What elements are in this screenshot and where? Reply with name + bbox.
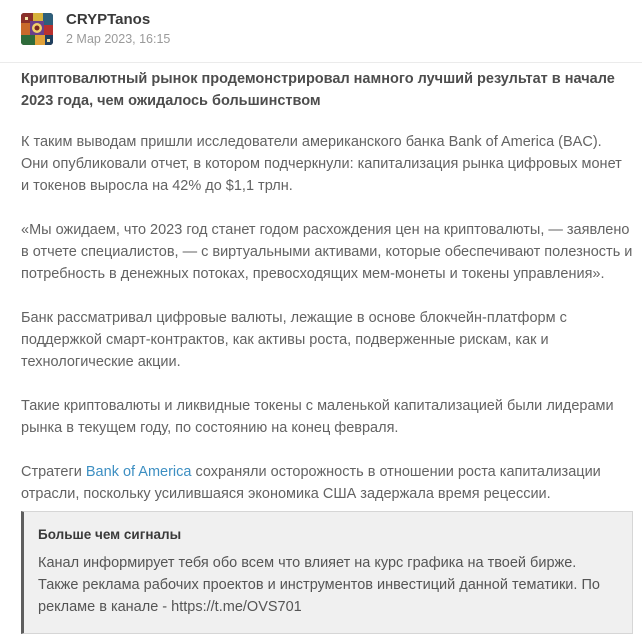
post-body (21, 68, 633, 527)
channel-avatar-image (21, 13, 53, 45)
paragraph-3: Банк рассматривал цифровые валюты, лежащие в основе блокчейн-платформ с поддержкой смарт-контрактов, как активы роста, подверженные рискам, как и технологические акции. (21, 310, 567, 370)
post-headline: Криптовалютный рынок продемонстрировал намного лучший результат в начале 2023 года, чем ожидалось большинством (21, 71, 615, 109)
paragraph-2: «Мы ожидаем, что 2023 год станет годом расхождения цен на криптовалюты, — заявлено в отчете специалистов, — с виртуальными активами, которые обеспечивают полезность и потребность в денежных потоках, превосходящих мем-монеты и токены управления». (21, 222, 633, 282)
channel-name[interactable]: CRYPTanos (66, 11, 151, 28)
post-date: 2 Мар 2023, 16:15 (66, 32, 171, 46)
paragraph-5 (21, 461, 633, 505)
channel-avatar[interactable] (21, 13, 53, 45)
post-meta (66, 11, 170, 47)
quote-title: Больше чем сигналы (38, 527, 182, 542)
paragraph-5-suffix: сохраняли осторожность в отношении роста капитализации отрасли, поскольку усилившаяся экономика США задержала время рецессии. (21, 464, 601, 502)
paragraph-4: Такие криптовалюты и ликвидные токены с маленькой капитализацией были лидерами рынка в текущем году, по состоянию на конец февраля. (21, 398, 614, 436)
post-header (21, 11, 170, 47)
bank-of-america-link[interactable]: Bank of America (85, 464, 192, 480)
quote-text: Канал информирует тебя обо всем что влияет на курс графика на твоей бирже. Также реклама рабочих проектов и инструментов инвестиций данной тематики. По рекламе в канале - https://t.me/OVS701 (38, 555, 600, 615)
paragraph-1: К таким выводам пришли исследователи американского банка Bank of America (BAC). Они опубликовали отчет, в котором подчеркнули: капитализация рынка цифровых монет и токенов выросла на 42% до $1,1 трлн. (21, 134, 622, 194)
paragraph-5-prefix: Стратеги (21, 464, 86, 480)
header-divider (0, 62, 642, 63)
channel-info-quote (21, 511, 633, 634)
